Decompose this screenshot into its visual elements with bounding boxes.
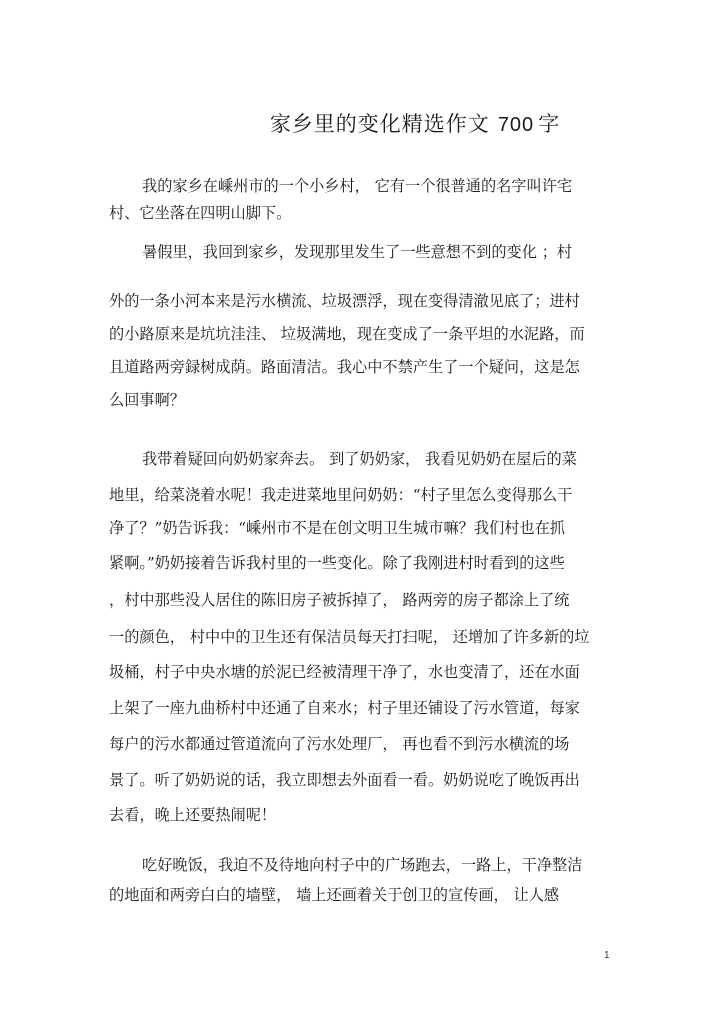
text-line: 一的颜色， 村中中的卫生还有保洁员每天打扫呢， 还增加了许多新的垃 [109,628,590,646]
text-line: 紧啊。”奶奶接着告诉我村里的一些变化。除了我刚进村时看到的这些 [109,554,565,572]
text-line: 么回事啊？ [109,391,185,409]
text-line: 吃好晚饭，我迫不及待地向村子中的广场跑去，一路上，干净整洁 [142,856,583,874]
text-line: 地里，给菜浇着水呢！我走进菜地里问奶奶：“村子里怎么变得那么干 [109,486,573,504]
page-title [0,108,720,138]
title-number: 700 [497,114,535,136]
text-line: 且道路两旁録树成荫。路面清洁。我心中不禁产生了一个疑问，这是怎 [109,358,580,376]
text-line: 去看，晚上还要热闹呢！ [109,806,277,824]
text-line: 我带着疑回向奶奶家奔去。 到了奶奶家， 我看见奶奶在屋后的菜 [142,450,577,468]
text-line: 净了？”奶告诉我：“嵊州市不是在创文明卫生城市嘛？我们村也在抓 [109,519,565,537]
text-line: 外的一条小河本来是污水横流、垃圾漂浮，现在变得清澈见底了；进村 [109,292,580,310]
text-line: 的小路原来是坑坑洼洼、 垃圾满地，现在变成了一条平坦的水泥路，而 [109,325,585,343]
text-line: 圾桶，村子中央水塘的於泥已经被清理干净了，水也变清了，还在水面 [109,663,580,681]
text-line: 上架了一座九曲桥村中还通了自来水；村子里还铺设了污水管道，每家 [109,699,580,717]
text-line: 暑假里，我回到家乡，发现那里发生了一些意想不到的变化 ；村 [142,243,573,261]
text-line: 村、它坐落在四明山脚下。 [109,204,292,222]
text-line: 的地面和两旁白白的墙壁， 墙上还画着关于创卫的宣传画， 让人感 [109,886,560,904]
text-line: 景了。听了奶奶说的话，我立即想去外面看一看。奶奶说吃了晚饭再出 [109,771,580,789]
title-text: 家乡里的变化精选作文 [269,112,490,136]
text-line: ，村中那些没人居住的陈旧房子被拆掉了， 路两旁的房子都涂上了统 [109,591,570,609]
title-suffix: 字 [538,112,561,136]
text-line: 每户的污水都通过管道流向了污水处理厂， 再也看不到污水横流的场 [109,735,570,753]
page-number: 1 [604,950,610,961]
text-line: 我的家乡在嵊州市的一个小乡村， 它有一个很普通的名字叫许宅 [142,177,573,195]
